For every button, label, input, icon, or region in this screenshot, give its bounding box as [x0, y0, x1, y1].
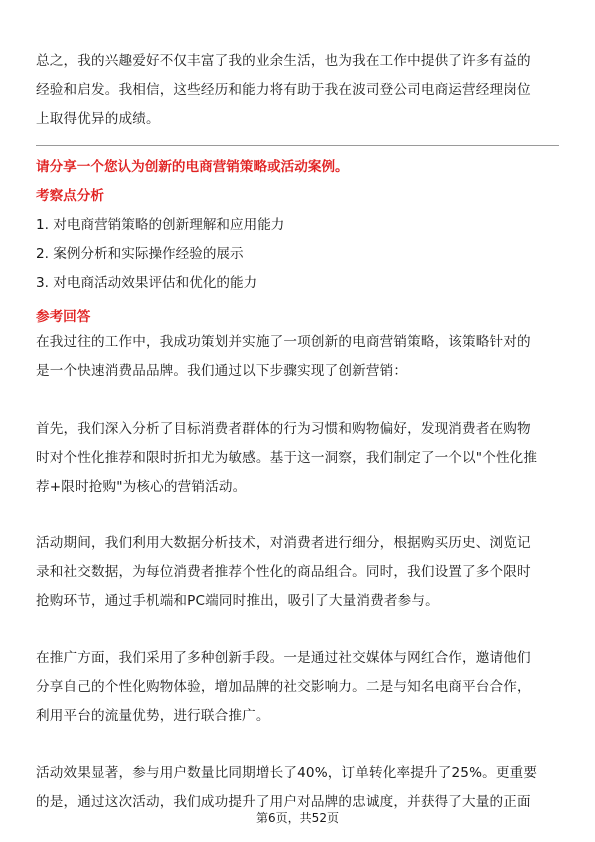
- analysis-heading: 考察点分析: [36, 188, 104, 204]
- text-line: 录和社交数据，为每位消费者推荐个性化的商品组合。同时，我们设置了多个限时: [36, 564, 531, 580]
- text-line: 是一个快速消费品品牌。我们通过以下步骤实现了创新营销：: [36, 363, 408, 379]
- text-line: 分享自己的个性化购物体验，增加品牌的社交影响力。二是与知名电商平台合作，: [36, 679, 531, 695]
- page-number: 第6页，共52页: [256, 811, 339, 825]
- answer-heading: 参考回答: [36, 309, 91, 325]
- text-line: 首先，我们深入分析了目标消费者群体的行为习惯和购物偏好，发现消费者在购物: [36, 421, 531, 437]
- intro-paragraph: [36, 47, 563, 134]
- section-divider: [36, 145, 559, 146]
- text-line: 活动期间，我们利用大数据分析技术，对消费者进行细分，根据购买历史、浏览记: [36, 535, 531, 551]
- answer-paragraph: [36, 415, 563, 502]
- text-line: 总之，我的兴趣爱好不仅丰富了我的业余生活，也为我在工作中提供了许多有益的: [36, 53, 531, 69]
- text-line: 经验和启发。我相信，这些经历和能力将有助于我在波司登公司电商运营经理岗位: [36, 82, 531, 98]
- analysis-item: 2. 案例分析和实际操作经验的展示: [36, 246, 244, 262]
- text-line: 的是，通过这次活动，我们成功提升了用户对品牌的忠诚度，并获得了大量的正面: [36, 794, 531, 810]
- text-line: 荐+限时抢购"为核心的营销活动。: [36, 479, 247, 495]
- text-line: 在我过往的工作中，我成功策划并实施了一项创新的电商营销策略，该策略针对的: [36, 334, 531, 350]
- analysis-item: 3. 对电商活动效果评估和优化的能力: [36, 275, 258, 291]
- answer-paragraph: [36, 529, 563, 616]
- text-line: 活动效果显著，参与用户数量比同期增长了40%，订单转化率提升了25%。更重要: [36, 765, 538, 781]
- text-line: 在推广方面，我们采用了多种创新手段。一是通过社交媒体与网红合作，邀请他们: [36, 650, 531, 666]
- answer-paragraph: [36, 328, 563, 386]
- text-line: 上取得优异的成绩。: [36, 111, 160, 127]
- text-line: 抢购环节，通过手机端和PC端同时推出，吸引了大量消费者参与。: [36, 593, 439, 609]
- text-line: 时对个性化推荐和限时折扣尤为敏感。基于这一洞察，我们制定了一个以"个性化推: [36, 450, 538, 466]
- answer-paragraph: [36, 644, 563, 731]
- question-title: 请分享一个您认为创新的电商营销策略或活动案例。: [36, 159, 349, 175]
- analysis-item: 1. 对电商营销策略的创新理解和应用能力: [36, 217, 285, 233]
- text-line: 利用平台的流量优势，进行联合推广。: [36, 708, 270, 724]
